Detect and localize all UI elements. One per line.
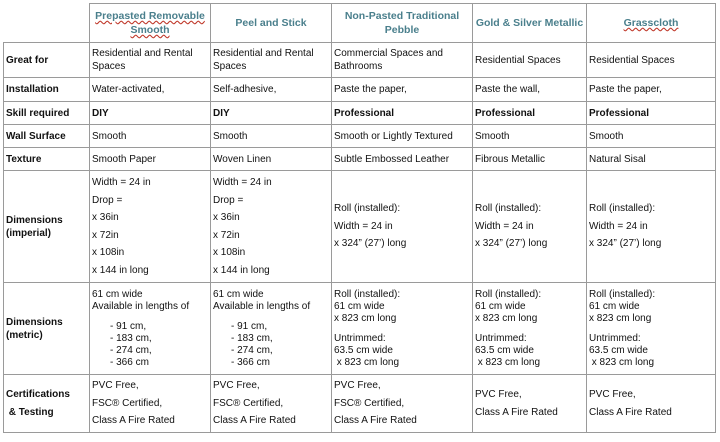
cell-line: 61 cm wide — [475, 300, 526, 312]
cell-line: Available in lengths of — [213, 300, 311, 312]
row-label-line: Dimensions — [6, 316, 63, 328]
table-cell: Self-adhesive, — [211, 78, 332, 102]
table-cell: Fibrous Metallic — [473, 148, 587, 171]
cell-line: x 108in — [92, 247, 125, 258]
cell-line: 61 cm wide — [589, 300, 640, 312]
cell-line: x 823 cm long — [475, 312, 538, 324]
cell-line: x 823 cm long — [589, 312, 652, 324]
table-cell — [211, 171, 332, 283]
table-cell — [332, 171, 473, 283]
cell-line: x 36in — [92, 212, 119, 223]
table-cell: Residential and Rental Spaces — [90, 43, 211, 78]
row-label — [4, 171, 90, 283]
cell-line: 63.5 cm wide — [475, 344, 534, 356]
cell-line: x 144 in long — [92, 264, 149, 276]
cell-line: Roll (installed): — [589, 288, 656, 300]
row-label: Skill required — [4, 102, 90, 125]
table-cell: Smooth — [90, 125, 211, 148]
cell-line: PVC Free, — [213, 380, 260, 392]
cell-line: Class A Fire Rated — [92, 415, 175, 427]
cell-line: Untrimmed: — [589, 332, 641, 344]
row-label: Great for — [4, 43, 90, 78]
cell-line: x 324” (27’) long — [589, 238, 662, 250]
table-cell: Professional — [473, 102, 587, 125]
list-item: - 366 cm — [110, 356, 149, 368]
table-cell: Paste the paper, — [587, 78, 716, 102]
list-item: - 366 cm — [231, 356, 270, 368]
cell-line: x 36in — [213, 212, 240, 223]
cell-line: Width = 24 in — [589, 220, 648, 232]
table-cell: Smooth or Lightly Textured — [332, 125, 473, 148]
row-label: Wall Surface — [4, 125, 90, 148]
table-cell — [332, 375, 473, 433]
table-cell: DIY — [211, 102, 332, 125]
table-cell: Paste the wall, — [473, 78, 587, 102]
list-item: - 274 cm, — [110, 344, 152, 356]
cell-line: Width = 24 in — [475, 220, 534, 232]
cell-line: Width = 24 in — [213, 177, 272, 188]
row-label-line: Certifications — [6, 389, 70, 400]
table-cell: Smooth — [473, 125, 587, 148]
spacer — [589, 325, 713, 333]
row-label: Installation — [4, 78, 90, 102]
cell-line: 63.5 cm wide — [589, 344, 648, 356]
cell-line: x 823 cm long — [334, 312, 397, 324]
table-cell — [473, 283, 587, 375]
cell-line: Drop = — [92, 194, 123, 206]
table-cell — [473, 375, 587, 433]
list-item: - 183 cm, — [231, 332, 273, 344]
cell-line: Class A Fire Rated — [213, 415, 296, 427]
cell-line: Untrimmed: — [475, 332, 527, 344]
row-label: Texture — [4, 148, 90, 171]
row-label — [4, 375, 90, 433]
table-cell: Natural Sisal — [587, 148, 716, 171]
cell-line: Roll (installed): — [589, 203, 656, 215]
row-label-line: Dimensions — [6, 214, 63, 226]
list-item: - 91 cm, — [110, 320, 147, 332]
table-cell — [90, 375, 211, 433]
spacer — [213, 313, 329, 321]
table-row — [4, 102, 716, 125]
cell-line: Roll (installed): — [334, 203, 401, 215]
cell-line: x 324” (27’) long — [334, 238, 407, 250]
list-item: - 183 cm, — [110, 332, 152, 344]
table-cell: Professional — [587, 102, 716, 125]
header-row — [4, 4, 716, 43]
row-label-line: (metric) — [6, 329, 43, 341]
column-header: Peel and Stick — [211, 4, 332, 43]
table-cell: Residential and Rental Spaces — [211, 43, 332, 78]
cell-line: FSC® Certified, — [92, 397, 163, 409]
corner-cell — [4, 4, 90, 43]
cell-line: Drop = — [213, 194, 244, 206]
table-cell — [587, 171, 716, 283]
table-row — [4, 171, 716, 283]
table-cell: Smooth Paper — [90, 148, 211, 171]
table-row — [4, 375, 716, 433]
cell-line: Class A Fire Rated — [334, 415, 417, 427]
table-cell — [211, 283, 332, 375]
cell-line: 61 cm wide — [92, 288, 143, 300]
cell-line: PVC Free, — [589, 389, 636, 400]
cell-line: PVC Free, — [92, 380, 139, 392]
cell-line: Available in lengths of — [92, 300, 190, 312]
cell-line: Roll (installed): — [475, 203, 542, 215]
row-label-line: & Testing — [6, 406, 54, 418]
list-item: - 91 cm, — [231, 320, 268, 332]
cell-line: x 108in — [213, 247, 246, 258]
table-cell: Paste the paper, — [332, 78, 473, 102]
table-cell — [90, 171, 211, 283]
table-cell — [332, 283, 473, 375]
cell-line: x 823 cm long — [334, 356, 400, 368]
table-cell — [90, 283, 211, 375]
table-cell: Smooth — [211, 125, 332, 148]
table-cell: Residential Spaces — [473, 43, 587, 78]
spacer — [334, 325, 470, 333]
cell-line: Width = 24 in — [334, 220, 393, 232]
spacer — [92, 313, 208, 321]
cell-line: 63.5 cm wide — [334, 344, 393, 356]
cell-line: Untrimmed: — [334, 332, 386, 344]
list-item: - 274 cm, — [231, 344, 273, 356]
cell-line: 61 cm wide — [213, 288, 264, 300]
row-label-line: (imperial) — [6, 227, 52, 239]
cell-line: Class A Fire Rated — [475, 406, 558, 418]
cell-line: Roll (installed): — [475, 288, 542, 300]
table-cell: Commercial Spaces and Bathrooms — [332, 43, 473, 78]
table-cell: Woven Linen — [211, 148, 332, 171]
cell-line: x 324” (27’) long — [475, 238, 548, 250]
table-cell — [587, 375, 716, 433]
column-header-label: Prepasted Removable Smooth — [95, 9, 205, 36]
table-cell: Professional — [332, 102, 473, 125]
cell-line: x 823 cm long — [589, 356, 655, 368]
table-cell: Smooth — [587, 125, 716, 148]
table-row — [4, 148, 716, 171]
table-cell: Subtle Embossed Leather — [332, 148, 473, 171]
cell-line: FSC® Certified, — [213, 397, 284, 409]
table-cell — [211, 375, 332, 433]
table-cell: DIY — [90, 102, 211, 125]
column-header — [587, 4, 716, 43]
table-cell: Residential Spaces — [587, 43, 716, 78]
table-cell — [587, 283, 716, 375]
column-header-label: Grasscloth — [623, 16, 679, 29]
cell-line: FSC® Certified, — [334, 397, 405, 409]
cell-line: PVC Free, — [475, 389, 522, 400]
comparison-table — [3, 3, 716, 433]
column-header: Non-Pasted Traditional Pebble — [332, 4, 473, 43]
table-row — [4, 125, 716, 148]
column-header: Gold & Silver Metallic — [473, 4, 587, 43]
cell-line: Width = 24 in — [92, 177, 151, 188]
table-cell: Water-activated, — [90, 78, 211, 102]
cell-line: x 72in — [213, 229, 240, 241]
row-label — [4, 283, 90, 375]
table-cell — [473, 171, 587, 283]
cell-line: x 72in — [92, 229, 119, 241]
spacer — [475, 325, 584, 333]
column-header — [90, 4, 211, 43]
cell-line: PVC Free, — [334, 380, 381, 392]
cell-line: Class A Fire Rated — [589, 406, 672, 418]
cell-line: Roll (installed): — [334, 288, 401, 300]
table-row — [4, 43, 716, 78]
cell-line: x 823 cm long — [475, 356, 541, 368]
cell-line: 61 cm wide — [334, 300, 385, 312]
table-row — [4, 283, 716, 375]
cell-line: x 144 in long — [213, 264, 270, 276]
table-row — [4, 78, 716, 102]
